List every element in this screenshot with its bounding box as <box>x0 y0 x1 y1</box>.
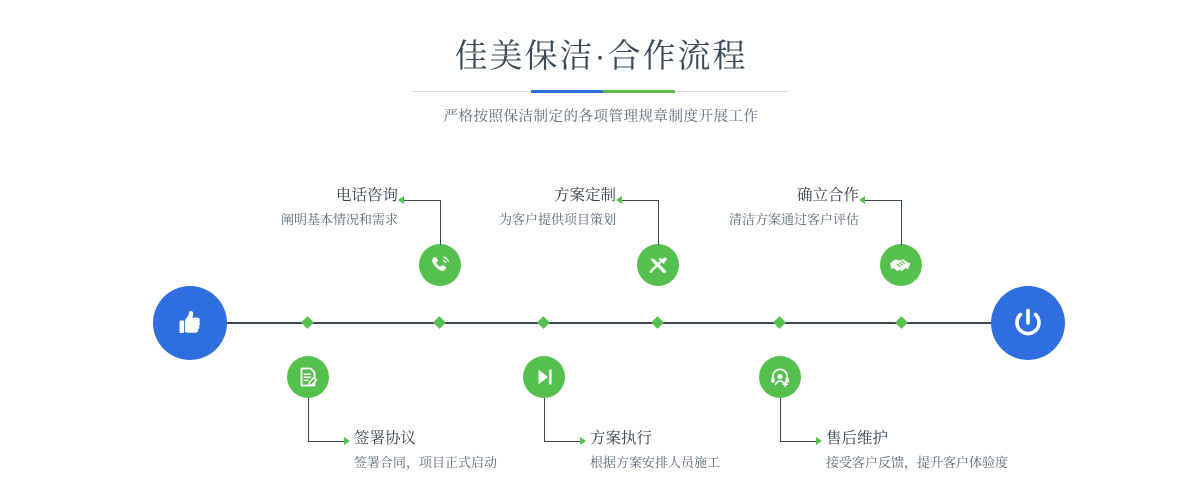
connector-1-arrow <box>398 196 404 204</box>
step-label-5 <box>700 186 859 230</box>
step-desc-2: 签署合同，项目正式启动 <box>354 455 498 470</box>
timeline-axis <box>210 322 1000 324</box>
handshake-icon <box>889 253 913 277</box>
connector-2-vertical <box>308 398 309 442</box>
step-title-3: 方案定制 <box>553 187 616 204</box>
connector-3-horizontal <box>622 200 658 201</box>
thumbs-up-icon <box>172 305 208 341</box>
step-node-6[interactable] <box>759 356 801 398</box>
phone-ring-icon <box>428 253 452 277</box>
play-next-icon <box>532 365 556 389</box>
step-node-3[interactable] <box>637 244 679 286</box>
step-desc-6: 接受客户反馈，提升客户体验度 <box>826 455 1009 470</box>
step-node-1[interactable] <box>419 244 461 286</box>
connector-5-horizontal <box>865 200 901 201</box>
connector-6-arrow <box>816 437 822 445</box>
axis-dot-5 <box>773 316 786 329</box>
step-desc-5: 清洁方案通过客户评估 <box>728 212 859 227</box>
step-desc-3: 为客户提供项目策划 <box>498 212 616 227</box>
step-node-2[interactable] <box>287 356 329 398</box>
divider-accent-green <box>603 90 675 93</box>
connector-2-arrow <box>344 437 350 445</box>
axis-dot-4 <box>651 316 664 329</box>
connector-6-vertical <box>780 398 781 442</box>
connector-5-vertical <box>901 200 902 245</box>
step-node-4[interactable] <box>523 356 565 398</box>
connector-3-vertical <box>658 200 659 245</box>
connector-6-horizontal <box>780 441 816 442</box>
start-endpoint <box>153 286 227 360</box>
connector-2-horizontal <box>308 441 344 442</box>
headset-add-icon <box>768 365 792 389</box>
divider-accent-blue <box>531 90 603 93</box>
step-label-2 <box>354 429 497 473</box>
connector-1-vertical <box>440 200 441 245</box>
step-title-4: 方案执行 <box>590 430 653 447</box>
tools-cross-icon <box>646 253 670 277</box>
step-title-6: 售后维护 <box>826 430 889 447</box>
step-desc-1: 阐明基本情况和需求 <box>280 212 398 227</box>
contract-pen-icon <box>296 365 320 389</box>
step-title-2: 签署协议 <box>354 430 417 447</box>
power-icon <box>1009 304 1047 342</box>
step-label-4 <box>590 429 720 473</box>
connector-4-vertical <box>544 398 545 442</box>
axis-dot-6 <box>895 316 908 329</box>
step-node-5[interactable] <box>880 244 922 286</box>
connector-3-arrow <box>616 196 622 204</box>
step-label-3 <box>460 186 616 230</box>
connector-5-arrow <box>859 196 865 204</box>
end-endpoint <box>991 286 1065 360</box>
step-desc-4: 根据方案安排人员施工 <box>590 455 721 470</box>
page-subtitle: 严格按照保洁制定的各项管理规章制度开展工作 <box>443 109 759 125</box>
axis-dot-3 <box>537 316 550 329</box>
header <box>0 34 1202 126</box>
page-title: 佳美保洁·合作流程 <box>454 37 748 74</box>
step-title-1: 电话咨询 <box>335 187 398 204</box>
step-label-1 <box>253 186 398 230</box>
step-label-6 <box>826 429 1008 473</box>
title-divider <box>413 90 789 93</box>
connector-4-horizontal <box>544 441 580 442</box>
connector-1-horizontal <box>404 200 440 201</box>
connector-4-arrow <box>580 437 586 445</box>
step-title-5: 确立合作 <box>796 187 859 204</box>
axis-dot-1 <box>301 316 314 329</box>
axis-dot-2 <box>433 316 446 329</box>
